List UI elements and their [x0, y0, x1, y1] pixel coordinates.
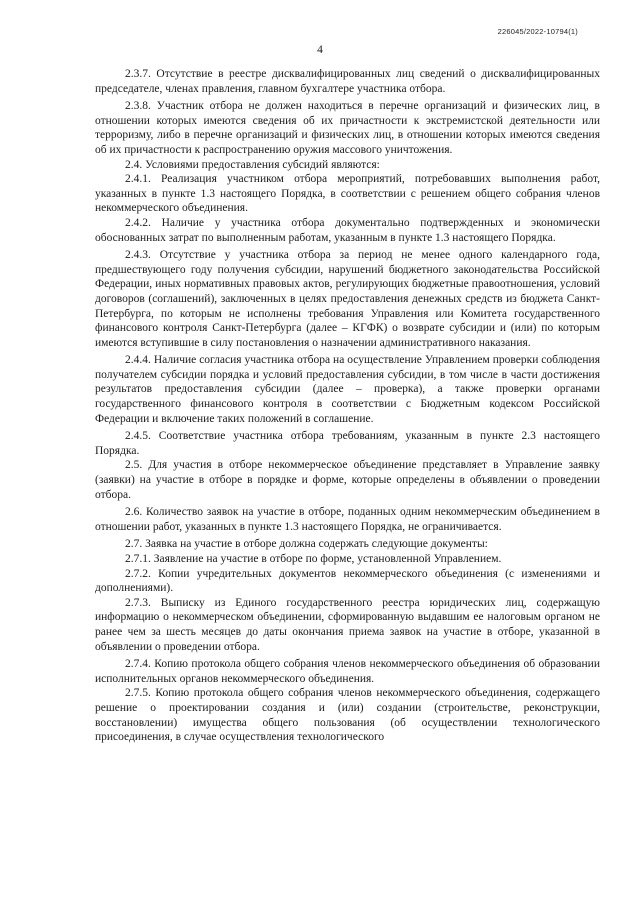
paragraph-2-7-5: 2.7.5. Копию протокола общего собрания членов некоммерческого объединения, содержащего решение о проектировании создания и (или) создании (строительстве, реконструкции, восстановлении) имущества общего пользования (об осуществлении технологического присоединения, в случае осуществления технологического: [95, 687, 600, 744]
paragraph-2-6: 2.6. Количество заявок на участие в отборе, поданных одним некоммерческим объединением в отношении работ, указанных в пункте 1.3 настоящего Порядка, не ограничивается.: [95, 506, 600, 533]
document-id: 226045/2022-10794(1): [497, 27, 578, 36]
paragraph-2-7-1: 2.7.1. Заявление на участие в отборе по форме, установленной Управлением.: [125, 553, 502, 565]
paragraph-2-4-2: 2.4.2. Наличие у участника отбора документально подтвержденных и экономически обоснованных затрат по выполненным работам, указанным в пункте 1.3 настоящего Порядка.: [95, 216, 600, 244]
document-body: [95, 67, 600, 745]
paragraph-2-4-5: 2.4.5. Соответствие участника отбора требованиям, указанным в пункте 2.3 настоящего Порядка.: [95, 430, 600, 457]
paragraph-2-3-8: 2.3.8. Участник отбора не должен находиться в перечне организаций и физических лиц, в отношении которых имеются сведения об их причастности к экстремистской деятельности или терроризму, либо в перечне организаций и физических лиц, в отношении которых имеются сведения об их причастности к распространению оружия массового уничтожения.: [95, 100, 600, 156]
paragraph-2-7-2: 2.7.2. Копии учредительных документов некоммерческого объединения (с изменениями и дополнениями).: [95, 567, 600, 595]
paragraph-2-3-7: 2.3.7. Отсутствие в реестре дисквалифицированных лиц сведений о дисквалифицированных председателе, членах правления, главном бухгалтере участника отбора.: [95, 68, 600, 95]
paragraph-2-7-4: 2.7.4. Копию протокола общего собрания членов некоммерческого объединения об образовании исполнительных органов некоммерческого объединения.: [95, 658, 600, 685]
paragraph-2-7-3: 2.7.3. Выписку из Единого государственного реестра юридических лиц, содержащую информацию о некоммерческом объединении, сформированную выдавшим ее налоговым органом не ранее чем за шесть месяцев до даты окончания приема заявок на участие в отборе, указанной в объявлении о проведении отбора.: [95, 596, 600, 653]
paragraph-2-5: 2.5. Для участия в отборе некоммерческое объединение представляет в Управление заявку (заявки) на участие в отборе в порядке и форме, которые определены в объявлении о проведении отбора.: [95, 459, 600, 501]
page-number: 4: [317, 44, 323, 56]
paragraph-2-4-4: 2.4.4. Наличие согласия участника отбора на осуществление Управлением проверки соблюдения получателем субсидии порядка и условий предоставления субсидии, в том числе в части достижения результатов предоставления субсидии (далее – проверка), а также проверки органами государственного финансового контроля в соответствии с Бюджетным кодексом Российской Федерации и включение таких положений в соглашение.: [95, 354, 600, 425]
paragraph-2-4: 2.4. Условиями предоставления субсидий являются:: [125, 158, 380, 171]
paragraph-2-4-1: 2.4.1. Реализация участником отбора мероприятий, потребовавших выполнения работ, указанных в пункте 1.3 настоящего Порядка, в соответствии с решением общего собрания членов некоммерческого объединения.: [95, 173, 600, 215]
paragraph-2-7: 2.7. Заявка на участие в отборе должна содержать следующие документы:: [125, 538, 488, 551]
paragraph-2-4-3: 2.4.3. Отсутствие у участника отбора за период не менее одного календарного года, предшествующего году получения субсидии, нарушений бюджетного законодательства Российской Федерации, иных нормативных правовых актов, регулирующих бюджетные правоотношения, условий договоров (соглашений), заключенных в целях предоставления денежных средств из бюджета Санкт-Петербурга, по которым не исполнены требования Управления или Комитета государственного финансового контроля Санкт-Петербурга (далее – КГФК) о возврате субсидии и (или) по которым имеются вступившие в силу постановления о назначении административного наказания.: [95, 249, 600, 349]
